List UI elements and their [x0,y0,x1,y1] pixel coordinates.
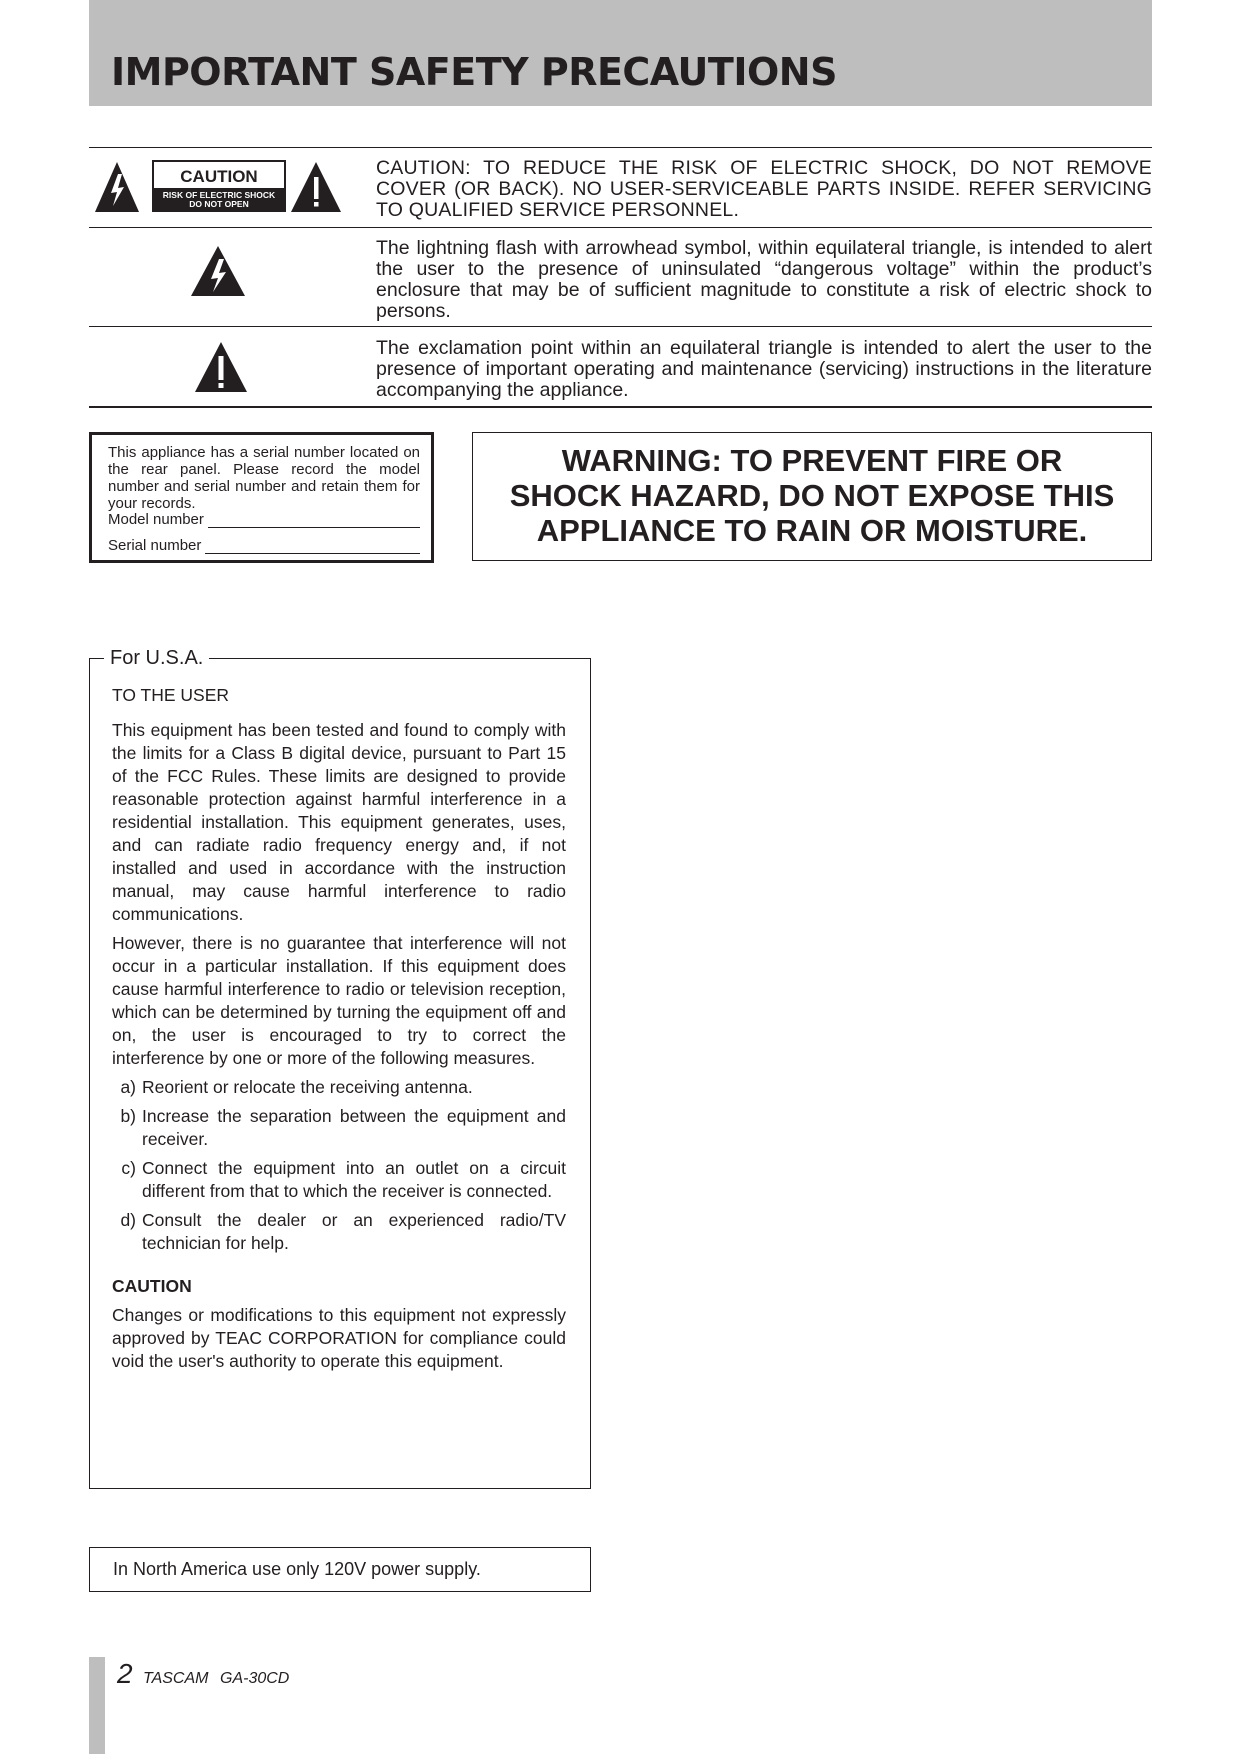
model-number-line[interactable] [208,513,420,528]
caution-heading: CAUTION [112,1276,192,1296]
list-item [112,1209,566,1255]
exclamation-bar-icon [314,177,319,199]
warning-line-1: WARNING: TO PREVENT FIRE OR [561,443,1063,478]
list-item-letter: b) [120,1106,136,1126]
caution-label-line2: DO NOT OPEN [189,199,249,209]
list-item-text: Consult the dealer or an experienced radio/TV technician for help. [142,1210,566,1253]
list-item [112,1105,566,1151]
list-item-text: Increase the separation between the equipment and receiver. [142,1106,566,1149]
serial-number-box [89,432,434,563]
warning-text [473,443,1151,548]
serial-number-label: Serial number [108,537,202,554]
lightning-triangle-icon [189,244,247,298]
footer-model: GA-30CD [220,1670,290,1687]
list-item [112,1076,566,1099]
exclamation-dot-icon [314,202,319,207]
caution-label-title: CAUTION [180,167,258,186]
measures-list [112,1076,566,1255]
caution-paragraph: Changes or modifications to this equipment not expressly approved by TEAC CORPORATION for compliance could void the user's authority to operate this equipment. [112,1305,566,1371]
row-divider [89,227,1152,228]
exclamation-triangle-icon [193,340,249,394]
usa-box-content [112,684,566,1373]
list-item-text: Connect the equipment into an outlet on a circuit different from that to which the receiver is connected. [142,1158,566,1201]
power-supply-note-box [89,1547,591,1592]
fcc-paragraph-1: This equipment has been tested and found to comply with the limits for a Class B digital device, pursuant to Part 15 of the FCC Rules. These limits are designed to provide reasonable protection against harmful interference in a residential installation. This equipment generates, uses, and can radiate radio frequency energy and, if not installed and used in accordance with the instruction manual, may cause harmful interference to radio communications. [112,720,566,924]
usa-box-legend: For U.S.A. [104,645,209,671]
caution-label-icon [91,160,347,216]
caution-symbol-text: CAUTION: TO REDUCE THE RISK OF ELECTRIC SHOCK, DO NOT REMOVE COVER (OR BACK). NO USER-SERVICEABLE PARTS INSIDE. REFER SERVICING TO QUALIFIED SERVICE PERSONNEL. [376,157,1152,221]
power-supply-note: In North America use only 120V power supply. [113,1559,481,1579]
warning-line-2: SHOCK HAZARD, DO NOT EXPOSE THIS [509,478,1115,513]
model-number-field [108,511,420,528]
warning-box [472,432,1152,561]
page-title: IMPORTANT SAFETY PRECAUTIONS [111,50,837,94]
footer-brand: TASCAM [143,1670,209,1687]
to-the-user-heading: TO THE USER [112,685,230,705]
page-number: 2 [117,1658,133,1689]
list-item-letter: a) [120,1077,136,1097]
list-item-letter: d) [120,1210,136,1230]
exclamation-symbol-text: The exclamation point within an equilateral triangle is intended to alert the user to the presence of important operating and maintenance (servicing) instructions in the literature accompanying the appliance. [376,337,1152,401]
warning-line-3: APPLIANCE TO RAIN OR MOISTURE. [536,513,1088,548]
list-item [112,1157,566,1203]
fcc-paragraph-2: However, there is no guarantee that interference will not occur in a particular installation. If this equipment does cause harmful interference to radio or television reception, which can be determined by turning the equipment off and on, the user is encouraged to try to correct the interference by one or more of the following measures. [112,933,566,1068]
list-item-letter: c) [121,1158,136,1178]
caution-label-line1: RISK OF ELECTRIC SHOCK [162,190,276,200]
list-item-text: Reorient or relocate the receiving antenna. [142,1077,473,1097]
table-bottom-rule [89,406,1152,408]
serial-number-field [108,537,420,554]
table-top-rule [89,147,1152,148]
lightning-symbol-text: The lightning flash with arrowhead symbol, within equilateral triangle, is intended to alert the user to the presence of uninsulated “dangerous voltage” within the product’s enclosure that may be of sufficient magnitude to constitute a risk of electric shock to persons. [376,237,1152,322]
footer-bar [89,1657,105,1754]
serial-box-text: This appliance has a serial number located on the rear panel. Please record the model number and serial number and retain them for your records. [108,444,420,512]
row-divider [89,326,1152,327]
serial-number-line[interactable] [205,539,420,554]
model-number-label: Model number [108,511,204,528]
